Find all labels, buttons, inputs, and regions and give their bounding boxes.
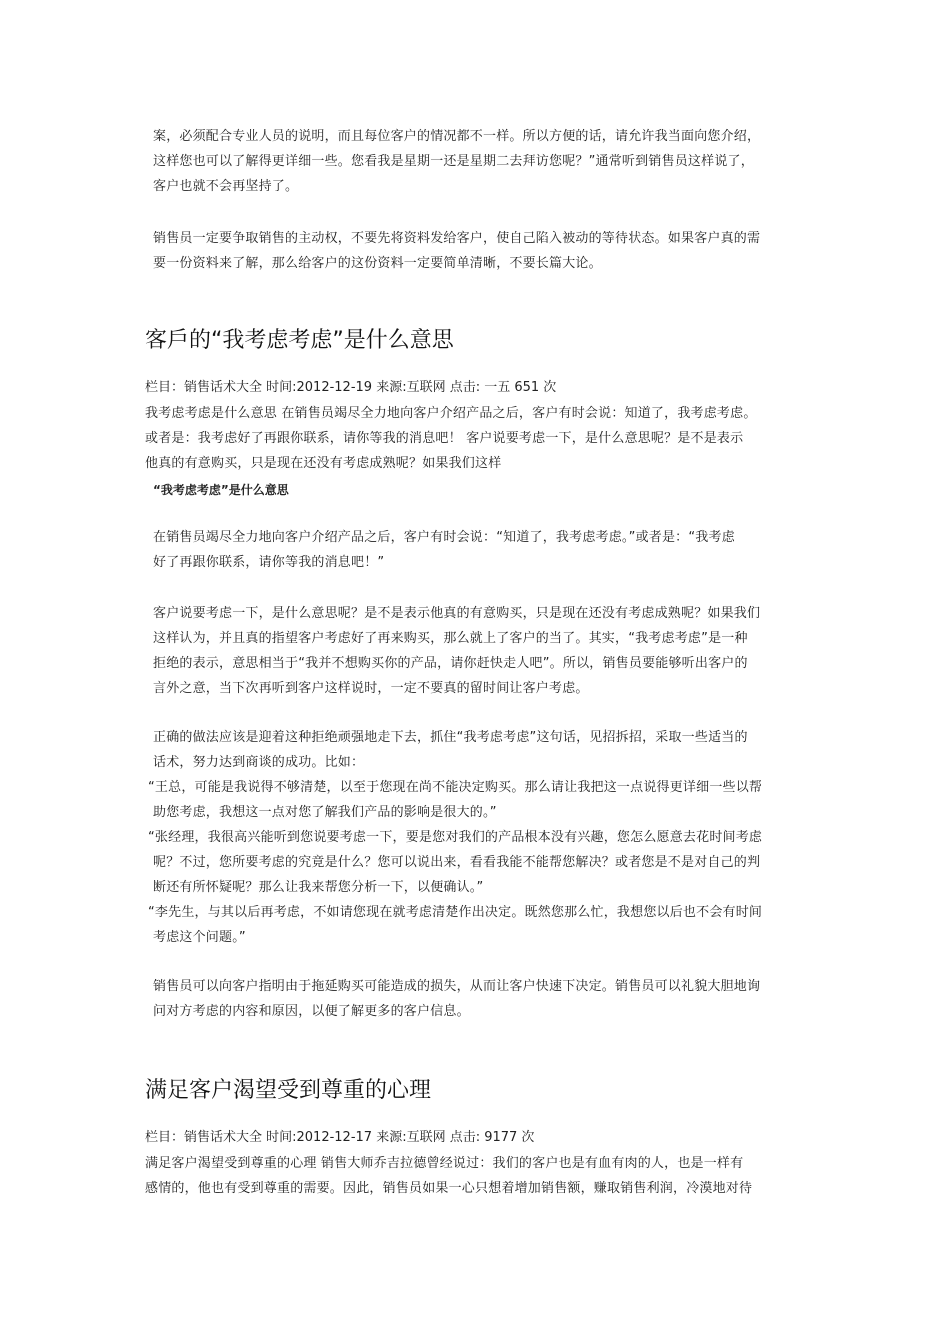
text-line: 正确的做法应该是迎着这种拒绝顽强地走下去，抓住“我考虑考虑”这句话，见招拆招，采取一些适当的 <box>153 730 748 745</box>
quote-paragraph <box>148 900 829 950</box>
text-line: 助您考虑，我想这一点对您了解我们产品的影响是很大的。” <box>153 805 497 820</box>
article-summary <box>145 401 829 476</box>
article-summary <box>145 1151 829 1201</box>
body-paragraph <box>153 725 829 775</box>
text-line: 这样认为，并且真的指望客户考虑好了再来购买，那么就上了客户的当了。其实，“我考虑考虑”是一种 <box>153 631 748 646</box>
text-line: 销售员一定要争取销售的主动权，不要先将资料发给客户，使自己陷入被动的等待状态。如果客户真的需 <box>153 231 761 246</box>
text-line: 销售员可以向客户指明由于拖延购买可能造成的损失，从而让客户快速下决定。销售员可以礼貌大胆地询 <box>153 979 761 994</box>
intro-paragraph-1 <box>153 124 829 199</box>
quote-paragraph <box>148 775 829 825</box>
text-line: 感情的，他也有受到尊重的需要。因此，销售员如果一心只想着增加销售额，赚取销售利润，冷漠地对待 <box>145 1181 753 1196</box>
text-line: “王总，可能是我说得不够清楚，以至于您现在尚不能决定购买。那么请让我把这一点说得更详细一些以帮 <box>148 780 763 795</box>
body-paragraph <box>153 974 829 1024</box>
article-title[interactable]: 满足客户渴望受到尊重的心理 <box>145 1078 432 1103</box>
text-line: 这样您也可以了解得更详细一些。您看我是星期一还是星期二去拜访您呢？”通常听到销售员这样说了， <box>153 154 754 169</box>
article-meta: 栏目：销售话术大全 时间:2012-12-19 来源:互联网 点击: 一五 651 次 <box>145 380 557 395</box>
text-line: 客户说要考虑一下，是什么意思呢？是不是表示他真的有意购买，只是现在还没有考虑成熟呢？如果我们 <box>153 606 761 621</box>
text-line: 言外之意，当下次再听到客户这样说时，一定不要真的留时间让客户考虑。 <box>153 681 589 696</box>
text-line: “张经理，我很高兴能听到您说要考虑一下，要是您对我们的产品根本没有兴趣，您怎么愿意去花时间考虑 <box>148 830 763 845</box>
text-line: 他真的有意购买，只是现在还没有考虑成熟呢？如果我们这样 <box>145 456 502 471</box>
quote-paragraph <box>148 825 829 900</box>
text-line: 我考虑考虑是什么意思 在销售员竭尽全力地向客户介绍产品之后，客户有时会说：知道了，我考虑考虑。 <box>145 406 757 421</box>
text-line: 问对方考虑的内容和原因，以便了解更多的客户信息。 <box>153 1004 470 1019</box>
text-line: “李先生，与其以后再考虑，不如请您现在就考虑清楚作出决定。既然您那么忙，我想您以后也不会有时间 <box>148 905 763 920</box>
intro-paragraph-2 <box>153 226 829 276</box>
text-line: 考虑这个问题。” <box>153 930 246 945</box>
text-line: 拒绝的表示，意思相当于“我并不想购买你的产品，请你赶快走人吧”。所以，销售员要能够听出客户的 <box>153 656 748 671</box>
text-line: 客户也就不会再坚持了。 <box>153 179 299 194</box>
text-line: 话术，努力达到商谈的成功。比如： <box>153 755 365 770</box>
text-line: 呢？不过，您所要考虑的究竟是什么？您可以说出来，看看我能不能帮您解决？或者您是不是对自己的判 <box>153 855 761 870</box>
section-subtitle: “我考虑考虑”是什么意思 <box>153 483 289 497</box>
body-paragraph <box>153 601 829 701</box>
text-line: 或者是：我考虑好了再跟你联系，请你等我的消息吧！ 客户说要考虑一下，是什么意思呢？是不是表示 <box>145 431 744 446</box>
text-line: 好了再跟你联系，请你等我的消息吧！” <box>153 555 385 570</box>
text-line: 案，必须配合专业人员的说明，而且每位客户的情况都不一样。所以方便的话，请允许我当面向您介绍， <box>153 129 761 144</box>
text-line: 满足客户渴望受到尊重的心理 销售大师乔吉拉德曾经说过：我们的客户也是有血有肉的人，也是一样有 <box>145 1156 744 1171</box>
text-line: 在销售员竭尽全力地向客户介绍产品之后，客户有时会说：“知道了，我考虑考虑。”或者是：“我考虑 <box>153 530 735 545</box>
text-line: 要一份资料来了解，那么给客户的这份资料一定要简单清晰，不要长篇大论。 <box>153 256 602 271</box>
text-line: 断还有所怀疑呢？那么让我来帮您分析一下，以便确认。” <box>153 880 484 895</box>
body-paragraph <box>153 525 829 575</box>
article-meta: 栏目：销售话术大全 时间:2012-12-17 来源:互联网 点击: 9177 次 <box>145 1130 535 1145</box>
article-title[interactable]: 客戶的“我考虑考虑”是什么意思 <box>145 328 454 353</box>
